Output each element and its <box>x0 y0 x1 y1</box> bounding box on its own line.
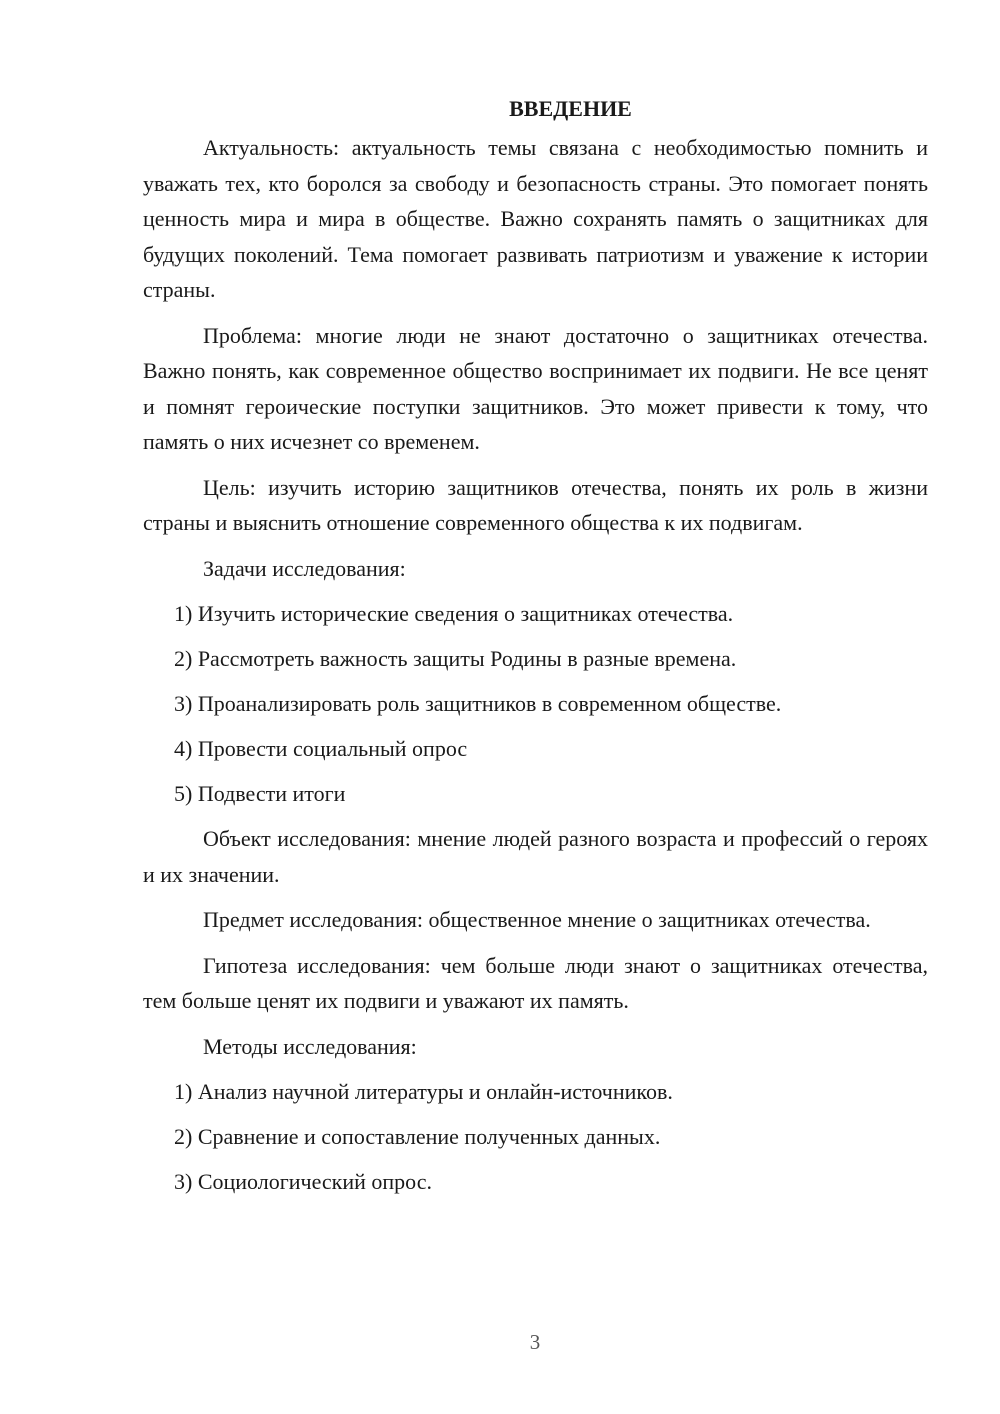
method-item: 2) Сравнение и сопоставление полученных данных. <box>174 1124 661 1149</box>
goal-paragraph: Цель: изучить историю защитников отечества, понять их роль в жизни страны и выяснить отношение современного общества к их подвигам. <box>143 474 928 535</box>
method-item: 1) Анализ научной литературы и онлайн-источников. <box>174 1079 673 1104</box>
task-item: 5) Подвести итоги <box>174 781 346 806</box>
problem-paragraph: Проблема: многие люди не знают достаточно о защитниках отечества. Важно понять, как современное общество воспринимает их подвиги. Не все ценят и помнят героические поступки защитников. Это может привести к тому, что память о них исчезнет со временем. <box>143 322 928 454</box>
relevance-paragraph: Актуальность: актуальность темы связана с необходимостью помнить и уважать тех, кто боролся за свободу и безопасность страны. Это помогает понять ценность мира и мира в обществе. Важно сохранять память о защитниках для будущих поколений. Тема помогает развивать патриотизм и уважение к истории страны. <box>143 135 928 302</box>
page-title: ВВЕДЕНИЕ <box>509 96 632 121</box>
page-number: 3 <box>529 1330 541 1354</box>
task-item: 2) Рассмотреть важность защиты Родины в разные времена. <box>174 646 737 671</box>
tasks-heading: Задачи исследования: <box>203 555 406 581</box>
methods-heading: Методы исследования: <box>203 1033 417 1059</box>
task-item: 3) Проанализировать роль защитников в современном обществе. <box>174 691 782 716</box>
method-item: 3) Социологический опрос. <box>174 1169 432 1194</box>
task-item: 4) Провести социальный опрос <box>174 736 468 761</box>
hypothesis-paragraph: Гипотеза исследования: чем больше люди знают о защитниках отечества, тем больше ценят их подвиги и уважают их память. <box>143 952 928 1013</box>
tasks-list <box>143 596 928 812</box>
methods-list <box>143 1074 928 1200</box>
subject-paragraph: Предмет исследования: общественное мнение о защитниках отечества. <box>203 907 871 932</box>
task-item: 1) Изучить исторические сведения о защитниках отечества. <box>174 601 734 626</box>
object-paragraph: Объект исследования: мнение людей разного возраста и профессий о героях и их значении. <box>143 826 928 887</box>
